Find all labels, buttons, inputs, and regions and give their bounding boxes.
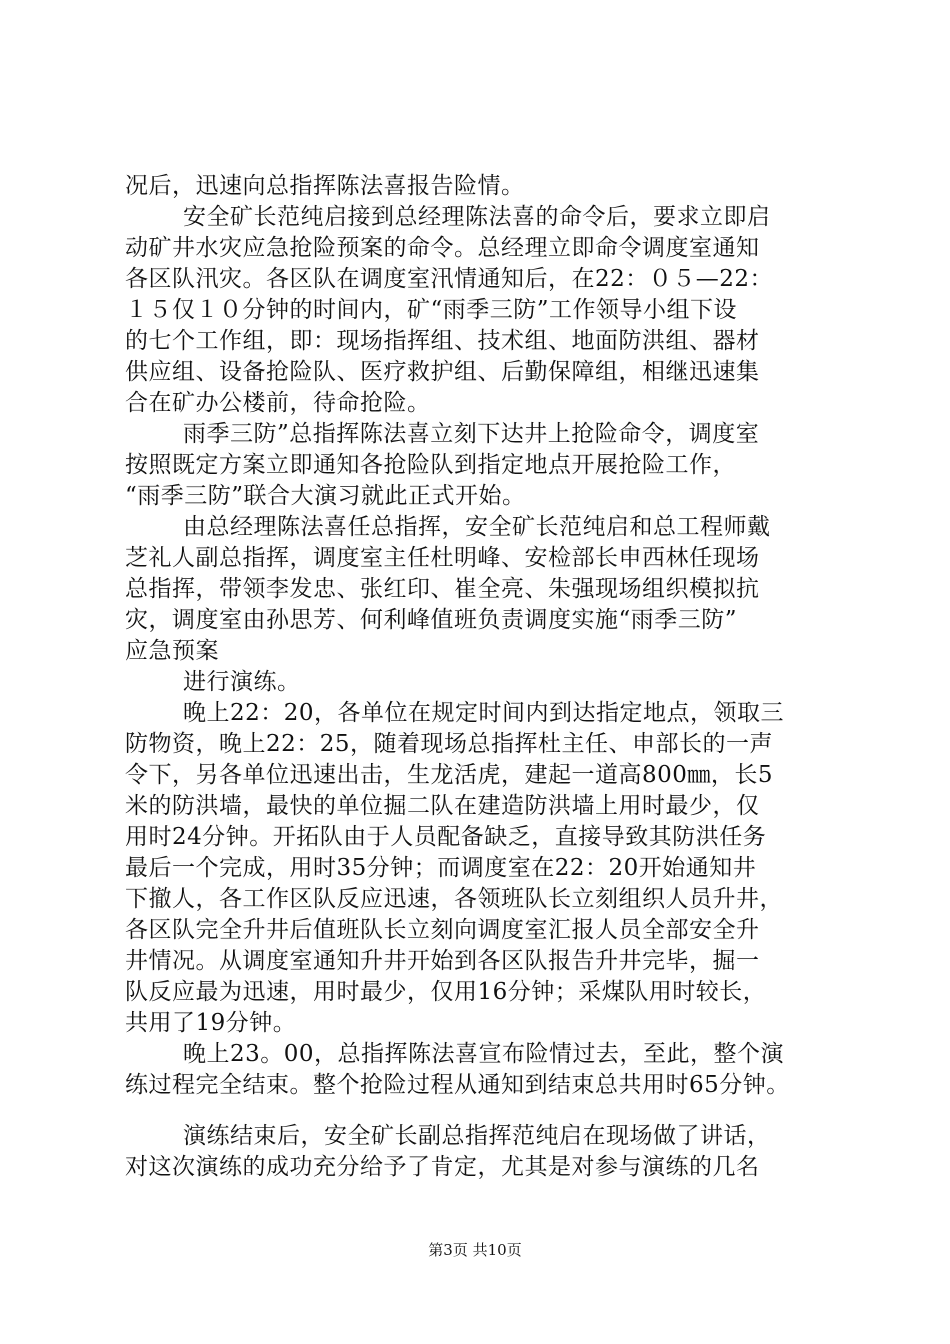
text-line: 况后，迅速向总指挥陈法喜报告险情。 (125, 173, 525, 199)
text-line: 对这次演练的成功充分给予了肯定，尤其是对参与演练的几名 (125, 1154, 760, 1180)
text-line: 各区队完全升井后值班队长立刻向调度室汇报人员全部安全升 (125, 917, 760, 943)
text-line: 应急预案 (125, 638, 219, 664)
text-line: 队反应最为迅速，用时最少，仅用16分钟；采煤队用时较长， (125, 979, 767, 1005)
text-line: “雨季三防”联合大演习就此正式开始。 (125, 483, 526, 509)
text-line: 最后一个完成，用时35分钟；而调度室在22：20开始通知井 (125, 855, 757, 881)
text-line: 米的防洪墙，最快的单位掘二队在建造防洪墙上用时最少，仅 (125, 793, 760, 819)
text-line: 合在矿办公楼前，待命抢险。 (125, 390, 431, 416)
text-line: 雨季三防”总指挥陈法喜立刻下达井上抢险命令，调度室 (183, 421, 760, 447)
text-line: 下撤人，各工作区队反应迅速，各领班队长立刻组织人员升井， (125, 886, 783, 912)
text-line: 井情况。从调度室通知升井开始到各区队报告升井完毕，掘一 (125, 948, 760, 974)
text-line: 由总经理陈法喜任总指挥，安全矿长范纯启和总工程师戴 (183, 514, 771, 540)
text-line: 令下，另各单位迅速出击，生龙活虎，建起一道高800㎜，长5 (125, 762, 774, 788)
text-line: 晚上23。00，总指挥陈法喜宣布险情过去，至此，整个演 (183, 1041, 785, 1067)
text-line: １５仅１０分钟的时间内，矿“雨季三防”工作领导小组下设 (125, 297, 738, 323)
text-line: 练过程完全结束。整个抢险过程从通知到结束总共用时65分钟。 (125, 1072, 790, 1098)
text-line: 芝礼人副总指挥，调度室主任杜明峰、安检部长申西林任现场 (125, 545, 760, 571)
text-line: 的七个工作组，即：现场指挥组、技术组、地面防洪组、器材 (125, 328, 760, 354)
text-line: 晚上22：20，各单位在规定时间内到达指定地点，领取三 (183, 700, 785, 726)
text-line: 进行演练。 (183, 669, 301, 695)
text-line: 防物资，晚上22：25，随着现场总指挥杜主任、申部长的一声 (125, 731, 774, 757)
text-line: 共用了19分钟。 (125, 1010, 297, 1036)
text-line: 安全矿长范纯启接到总经理陈法喜的命令后，要求立即启 (183, 204, 771, 230)
text-line: 供应组、设备抢险队、医疗救护组、后勤保障组，相继迅速集 (125, 359, 760, 385)
text-line: 总指挥，带领李发忠、张红印、崔全亮、朱强现场组织模拟抗 (125, 576, 760, 602)
text-line: 动矿井水灾应急抢险预案的命令。总经理立即命令调度室通知 (125, 235, 760, 261)
text-line: 按照既定方案立即通知各抢险队到指定地点开展抢险工作， (125, 452, 736, 478)
page-footer: 第3页 共10页 (428, 1241, 522, 1259)
text-line: 用时24分钟。开拓队由于人员配备缺乏，直接导致其防洪任务 (125, 824, 767, 850)
text-line: 各区队汛灾。各区队在调度室汛情通知后，在22：０５—22： (125, 266, 774, 292)
text-line: 演练结束后，安全矿长副总指挥范纯启在现场做了讲话， (183, 1123, 771, 1149)
text-line: 灾，调度室由孙思芳、何利峰值班负责调度实施“雨季三防” (125, 607, 738, 633)
